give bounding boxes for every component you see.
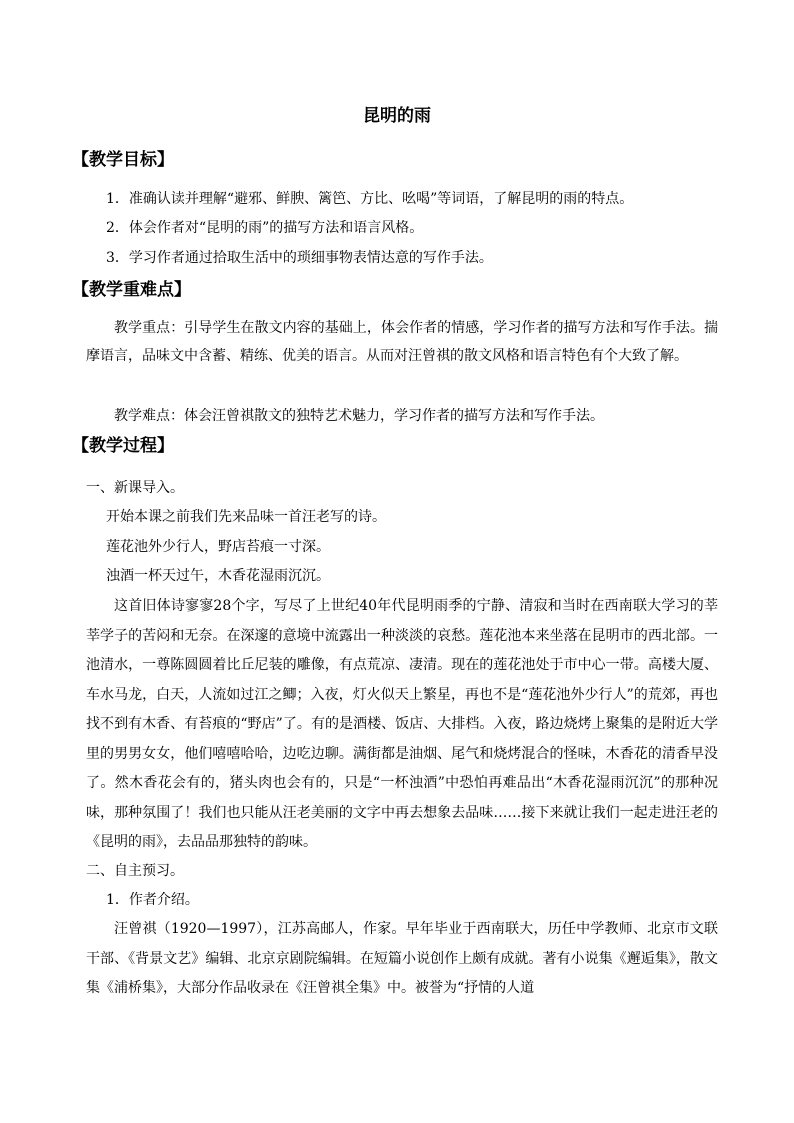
- page-title: 昆明的雨: [363, 106, 431, 126]
- goal-item: 2．体会作者对“昆明的雨”的描写方法和语言风格。: [106, 220, 424, 236]
- subsection-author-intro: 1．作者介绍。: [106, 892, 199, 908]
- author-bio-paragraph: 汪曾祺（1920—1997），江苏高邮人，作家。早年毕业于西南联大，历任中学教师、北京市文联干部、《背景文艺》编辑、北京京剧院编辑。在短篇小说创作上颇有成就。著有小说集《邂逅集》，散文集《浦桥集》，大部分作品收录在《汪曾祺全集》中。被誉为“抒情的人道: [86, 921, 718, 996]
- teaching-focus-paragraph: 教学重点：引导学生在散文内容的基础上，体会作者的情感，学习作者的描写方法和写作手法。揣摩语言，品味文中含蓄、精练、优美的语言。从而对汪曾祺的散文风格和语言特色有个大致了解。: [86, 320, 718, 364]
- poem-line: 浊酒一杯天过午，木香花湿雨沉沉。: [106, 568, 330, 584]
- teaching-difficulty-paragraph: 教学难点：体会汪曾祺散文的独特艺术魅力，学习作者的描写方法和写作手法。: [114, 408, 604, 424]
- goal-item: 1．准确认读并理解“避邪、鲜腴、篱笆、方比、吆喝”等词语，了解昆明的雨的特点。: [106, 191, 634, 207]
- intro-sentence: 开始本课之前我们先来品味一首汪老写的诗。: [106, 509, 386, 525]
- section-title-intro: 一、新课导入。: [86, 480, 184, 496]
- goal-item: 3．学习作者通过拾取生活中的琐细事物表情达意的写作手法。: [106, 250, 493, 266]
- process-heading: 【教学过程】: [72, 436, 174, 456]
- section-title-preview: 二、自主预习。: [86, 863, 184, 879]
- poem-analysis-paragraph: 这首旧体诗寥寥28个字，写尽了上世纪40年代昆明雨季的宁静、清寂和当时在西南联大学习的莘莘学子的苦闷和无奈。在深邃的意境中流露出一种淡淡的哀愁。莲花池本来坐落在昆明市的西北部。一池清水，一尊陈圆圆着比丘尼装的雕像，有点荒凉、凄清。现在的莲花池处于市中心一带。高楼大厦、车水马龙，白天，人流如过江之鲫；入夜，灯火似天上繁星，再也不是“莲花池外少行人”的荒郊，再也找不到有木香、有苔痕的“野店”了。有的是酒楼、饭店、大排档。入夜，路边烧烤上聚集的是附近大学里的男男女女，他们嘻嘻哈哈，边吃边聊。满街都是油烟、尾气和烧烤混合的怪味，木香花的清香早没了。然木香花会有的，猪头肉也会有的，只是“一杯浊酒”中恐怕再难品出“木香花湿雨沉沉”的那种况味，那种氛围了！我们也只能从汪老美丽的文字中再去想象去品味……接下来就让我们一起走进汪老的《昆明的雨》，去品品那独特的韵味。: [86, 598, 718, 850]
- goals-heading: 【教学目标】: [72, 150, 174, 170]
- poem-line: 莲花池外少行人，野店苔痕一寸深。: [106, 539, 330, 555]
- key-points-heading: 【教学重难点】: [72, 280, 191, 300]
